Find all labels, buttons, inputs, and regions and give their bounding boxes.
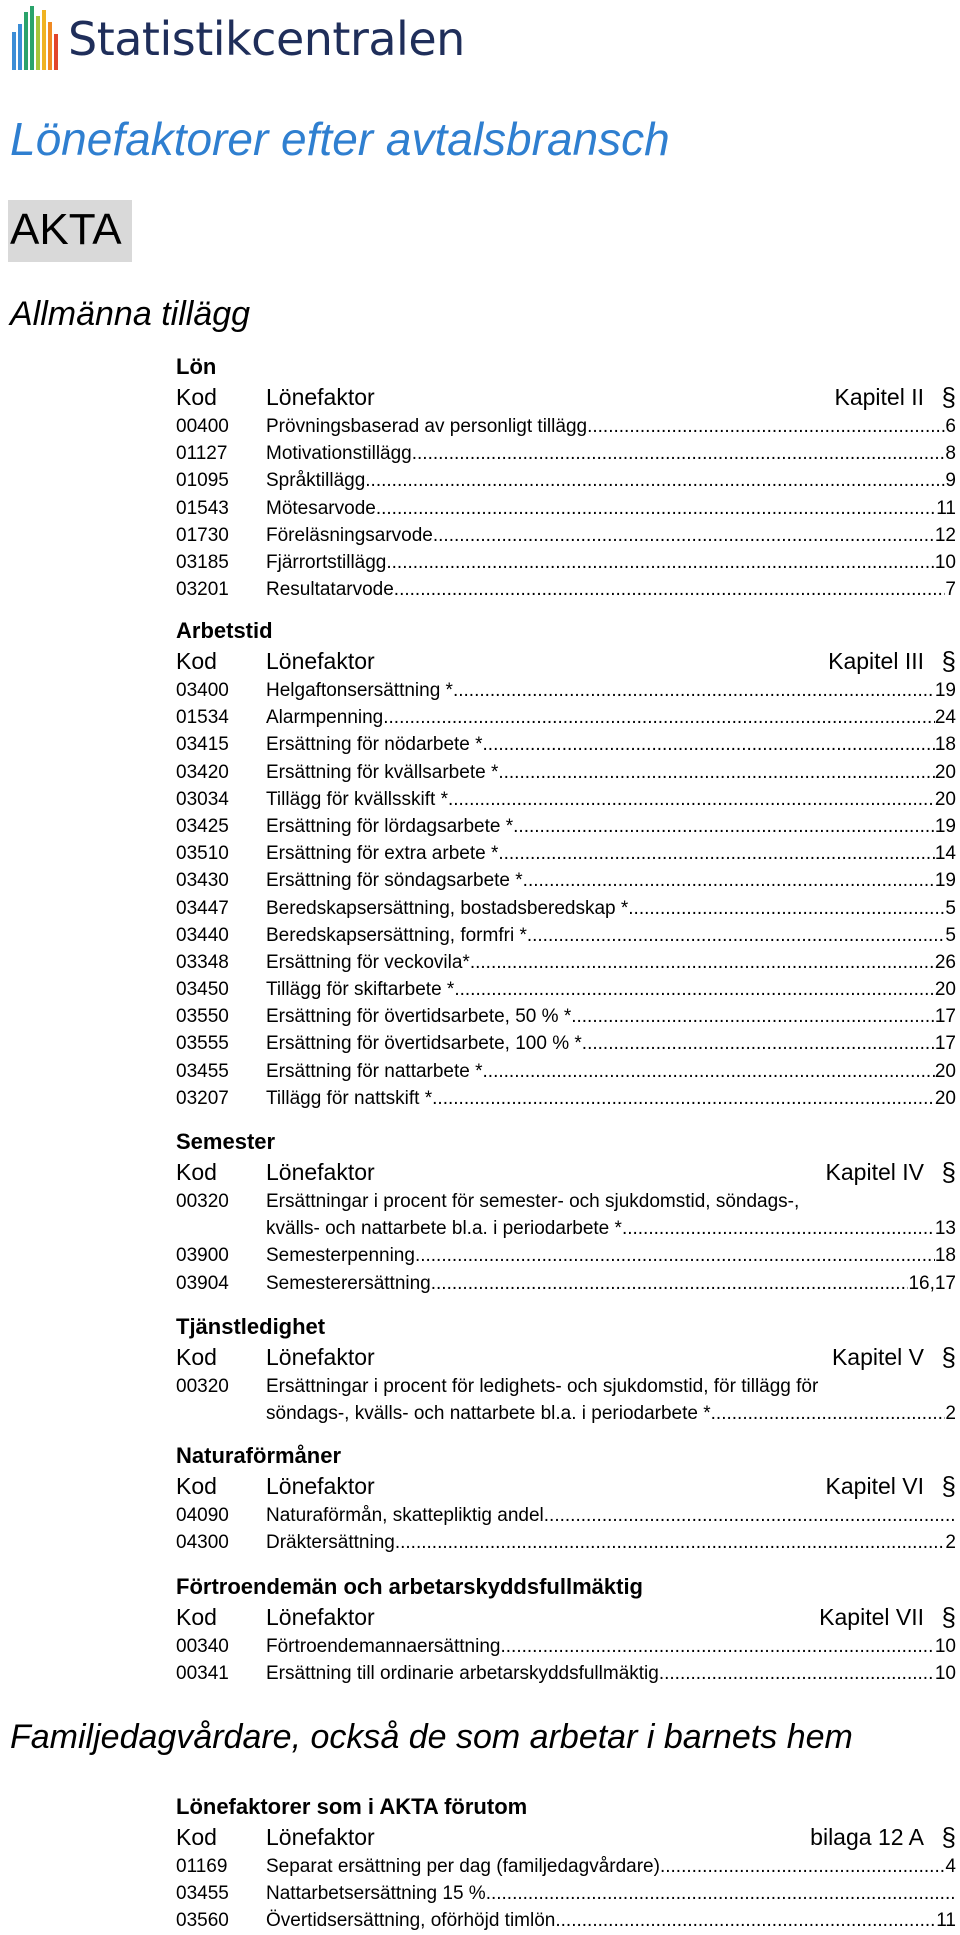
statistics-logo-icon <box>10 2 62 76</box>
row-code: 01127 <box>176 443 228 465</box>
dot-leader <box>628 895 945 922</box>
agreement-name: AKTA <box>10 205 122 254</box>
row-page: 26 <box>934 951 956 973</box>
row-code: 01730 <box>176 524 229 546</box>
dot-leader <box>433 522 935 549</box>
row-page: 24 <box>934 707 956 729</box>
table-row <box>176 495 956 522</box>
row-label: Dräktersättning <box>266 1532 395 1554</box>
table-row <box>176 1633 956 1660</box>
section-familjedagvard <box>176 1792 956 1935</box>
dot-leader <box>448 786 935 813</box>
brand-name: Statistikcentralen <box>68 12 465 66</box>
table-row <box>176 731 956 758</box>
section-title: Semester <box>176 1129 276 1154</box>
row-page: 12 <box>934 524 956 546</box>
section-semester <box>176 1127 956 1297</box>
row-page: 16,17 <box>908 1272 956 1294</box>
table-row <box>176 867 956 894</box>
table-row <box>176 786 956 813</box>
header-code: Kod <box>176 1824 217 1850</box>
row-page: 20 <box>934 979 956 1001</box>
row-label: Ersättning för lördagsarbete * <box>266 815 514 837</box>
row-label: Tillägg för kvällsskift * <box>266 788 448 810</box>
row-page: 6 <box>945 416 956 437</box>
dot-leader <box>523 867 935 894</box>
header-paragraph-symbol: § <box>941 1157 956 1187</box>
row-label: Mötesarvode <box>266 497 376 519</box>
header-lonefaktor: Lönefaktor <box>266 1159 375 1185</box>
table-row <box>176 840 956 867</box>
table-row <box>176 1853 956 1880</box>
row-label: Ersättning för övertidsarbete, 100 % * <box>266 1033 582 1055</box>
row-code: 03420 <box>176 761 229 783</box>
section-title: Lönefaktorer som i AKTA förutom <box>176 1794 528 1819</box>
table-row <box>176 1907 956 1934</box>
header-code: Kod <box>176 1159 217 1185</box>
header-code: Kod <box>176 384 217 410</box>
section-naturaformaner <box>176 1441 956 1556</box>
row-page: 11 <box>936 1910 956 1932</box>
dot-leader <box>483 1058 935 1085</box>
row-label-line1: Ersättningar i procent för semester- och sjukdomstid, söndags-, <box>266 1191 800 1212</box>
row-label: kvälls- och nattarbete bl.a. i periodarbete * <box>266 1218 622 1240</box>
row-code: 04090 <box>176 1505 229 1526</box>
row-code: 00320 <box>176 1191 229 1212</box>
row-page: 14 <box>934 843 956 865</box>
row-page: 19 <box>934 680 956 701</box>
table-row <box>176 522 956 549</box>
row-code: 03555 <box>176 1033 229 1055</box>
row-page: 2 <box>945 1403 956 1425</box>
row-label: Tillägg för skiftarbete * <box>266 979 455 1001</box>
header-paragraph-symbol: § <box>941 646 956 676</box>
row-label: Ersättning för extra arbete * <box>266 843 499 865</box>
dot-leader <box>498 840 935 867</box>
dot-leader <box>527 922 946 949</box>
header-lonefaktor: Lönefaktor <box>266 384 375 410</box>
section-tjanstledighet <box>176 1312 956 1427</box>
row-code: 00320 <box>176 1376 229 1397</box>
row-code: 03348 <box>176 951 229 973</box>
row-label: Motivationstillägg <box>266 443 412 465</box>
row-label: Ersättning för nödarbete * <box>266 734 483 756</box>
row-code: 03455 <box>176 1883 229 1905</box>
table-header <box>176 1157 956 1188</box>
row-code: 01169 <box>176 1856 228 1877</box>
header-chapter: Kapitel IV <box>825 1159 924 1185</box>
table-row <box>176 922 956 949</box>
row-page: 9 <box>945 470 956 492</box>
dot-leader <box>453 677 935 704</box>
row-code: 00400 <box>176 416 229 437</box>
row-page: 17 <box>934 1006 956 1028</box>
row-code: 03550 <box>176 1006 229 1028</box>
dot-leader <box>513 813 935 840</box>
row-page: 5 <box>945 897 956 919</box>
row-code: 03425 <box>176 815 229 837</box>
dot-leader <box>500 1633 934 1660</box>
row-label: Ersättning för kvällsarbete * <box>266 761 499 783</box>
section-title: Tjänstledighet <box>176 1314 326 1339</box>
header-lonefaktor: Lönefaktor <box>266 1344 375 1370</box>
row-page: 20 <box>934 1087 956 1109</box>
row-page: 10 <box>934 1663 956 1685</box>
table-header <box>176 382 956 413</box>
table-row <box>176 1003 956 1030</box>
header-lonefaktor: Lönefaktor <box>266 1604 375 1630</box>
row-label: Ersättning till ordinarie arbetarskyddsfullmäktig <box>266 1663 659 1685</box>
dot-leader <box>582 1030 935 1057</box>
section-fortroendeman <box>176 1572 956 1687</box>
header-chapter: Kapitel VII <box>819 1604 924 1630</box>
table-header <box>176 1822 956 1853</box>
dot-leader <box>415 1242 935 1269</box>
header-lonefaktor: Lönefaktor <box>266 648 375 674</box>
table-row <box>176 1880 956 1907</box>
row-page: 8 <box>945 443 956 465</box>
page-title: Lönefaktorer efter avtalsbransch <box>10 113 670 165</box>
table-row <box>176 1058 956 1085</box>
row-code: 01095 <box>176 470 229 492</box>
row-page: 11 <box>936 497 956 519</box>
dot-leader <box>622 1215 935 1242</box>
row-code: 03185 <box>176 551 229 573</box>
row-page: 10 <box>934 1636 956 1657</box>
table-row <box>176 467 956 494</box>
row-code: 03560 <box>176 1910 229 1932</box>
row-label: Alarmpenning <box>266 707 384 729</box>
header-paragraph-symbol: § <box>941 1602 956 1632</box>
row-label: Övertidsersättning, oförhöjd timlön <box>266 1910 556 1932</box>
table-row <box>176 1030 956 1057</box>
row-label: Naturaförmån, skattepliktig andel <box>266 1505 544 1526</box>
header-code: Kod <box>176 1473 217 1499</box>
row-label: Beredskapsersättning, bostadsberedskap * <box>266 897 629 919</box>
row-code: 03900 <box>176 1245 229 1267</box>
row-code: 03904 <box>176 1272 229 1294</box>
row-page: 20 <box>934 761 956 783</box>
table-row <box>176 549 956 576</box>
row-page: 20 <box>934 1060 956 1082</box>
dot-leader <box>470 949 935 976</box>
dot-leader <box>659 1660 935 1687</box>
row-label: Förtroendemannaersättning <box>266 1636 501 1657</box>
group-title-general: Allmänna tillägg <box>10 295 251 333</box>
row-code: 03447 <box>176 897 229 919</box>
row-page: 10 <box>934 551 956 573</box>
table-row <box>176 1242 956 1269</box>
row-code: 00341 <box>176 1663 229 1685</box>
table-row <box>176 677 956 704</box>
dot-leader <box>555 1907 936 1934</box>
dot-leader <box>394 576 946 603</box>
header-chapter: Kapitel V <box>831 1344 924 1370</box>
table-row <box>176 1502 956 1529</box>
table-header <box>176 1602 956 1633</box>
table-header <box>176 1471 956 1502</box>
table-row <box>176 1660 956 1687</box>
table-row <box>176 1270 956 1297</box>
table-row <box>176 1373 956 1427</box>
row-page: 18 <box>934 1245 956 1267</box>
dot-leader <box>395 1529 946 1556</box>
row-page: 18 <box>934 734 956 756</box>
row-page: 2 <box>945 1532 956 1554</box>
dot-leader <box>454 976 935 1003</box>
dot-leader <box>412 440 946 467</box>
row-label: Helgaftonsersättning * <box>266 680 453 701</box>
section-title: Arbetstid <box>176 618 273 643</box>
row-code: 01534 <box>176 707 229 729</box>
table-row <box>176 895 956 922</box>
dot-leader <box>587 413 945 440</box>
row-code: 00340 <box>176 1636 229 1657</box>
table-header <box>176 1342 956 1373</box>
dot-leader <box>486 1880 956 1907</box>
row-page: 20 <box>934 788 956 810</box>
row-page: 5 <box>945 924 956 946</box>
dot-leader <box>544 1502 956 1529</box>
row-code: 03201 <box>176 579 229 601</box>
row-code: 03430 <box>176 870 229 892</box>
row-label: söndags-, kvälls- och nattarbete bl.a. i periodarbete * <box>266 1403 711 1425</box>
dot-leader <box>431 1270 909 1297</box>
dot-leader <box>498 759 935 786</box>
row-label: Ersättning för nattarbete * <box>266 1060 483 1082</box>
header-chapter: Kapitel III <box>828 648 924 674</box>
row-code: 03400 <box>176 680 229 701</box>
row-label: Nattarbetsersättning 15 % <box>266 1883 486 1905</box>
header-lonefaktor: Lönefaktor <box>266 1473 375 1499</box>
row-page: 4 <box>945 1856 956 1877</box>
row-label: Fjärrortstillägg <box>266 551 387 573</box>
row-label: Språktillägg <box>266 470 366 492</box>
dot-leader <box>483 731 935 758</box>
row-label: Föreläsningsarvode <box>266 524 433 546</box>
table-row <box>176 1529 956 1556</box>
dot-leader <box>571 1003 935 1030</box>
row-label: Semesterersättning <box>266 1272 431 1294</box>
brand-logo <box>10 0 465 78</box>
table-row <box>176 976 956 1003</box>
row-code: 01543 <box>176 497 229 519</box>
row-label: Prövningsbaserad av personligt tillägg <box>266 416 588 437</box>
row-label: Separat ersättning per dag (familjedagvårdare) <box>266 1856 660 1877</box>
header-code: Kod <box>176 1344 217 1370</box>
row-page: 19 <box>934 870 956 892</box>
row-label: Tillägg för nattskift * <box>266 1087 433 1109</box>
row-page: 17 <box>934 1033 956 1055</box>
row-code: 03455 <box>176 1060 229 1082</box>
dot-leader <box>432 1085 935 1112</box>
row-code: 03440 <box>176 924 229 946</box>
header-chapter: Kapitel VI <box>825 1473 924 1499</box>
group-title-family-daycare: Familjedagvårdare, också de som arbetar i barnets hem <box>10 1718 853 1756</box>
table-row <box>176 813 956 840</box>
table-row <box>176 413 956 440</box>
row-label: Ersättning för söndagsarbete * <box>266 870 523 892</box>
table-header <box>176 646 956 677</box>
row-label: Semesterpenning <box>266 1245 415 1267</box>
table-row <box>176 1085 956 1112</box>
header-paragraph-symbol: § <box>941 1342 956 1372</box>
table-row <box>176 759 956 786</box>
header-lonefaktor: Lönefaktor <box>266 1824 375 1850</box>
section-title: Förtroendemän och arbetarskyddsfullmäktig <box>176 1574 643 1599</box>
dot-leader <box>386 549 934 576</box>
row-code: 03450 <box>176 979 229 1001</box>
section-title: Lön <box>176 354 217 379</box>
row-code: 03510 <box>176 843 229 865</box>
table-row <box>176 440 956 467</box>
table-row <box>176 576 956 603</box>
table-row <box>176 949 956 976</box>
dot-leader <box>711 1400 946 1427</box>
row-code: 03415 <box>176 734 229 756</box>
header-paragraph-symbol: § <box>941 382 956 412</box>
table-row <box>176 1188 956 1242</box>
row-label: Ersättning för övertidsarbete, 50 % * <box>266 1006 572 1028</box>
row-code: 03034 <box>176 788 229 810</box>
header-chapter: Kapitel II <box>834 384 924 410</box>
row-page: 13 <box>934 1218 956 1240</box>
header-code: Kod <box>176 1604 217 1630</box>
row-page: 7 <box>945 579 956 601</box>
row-code: 03207 <box>176 1087 229 1109</box>
row-label-line1: Ersättningar i procent för ledighets- och sjukdomstid, för tillägg för <box>266 1376 819 1397</box>
table-row <box>176 704 956 731</box>
dot-leader <box>660 1853 945 1880</box>
section-title: Naturaförmåner <box>176 1443 342 1468</box>
header-code: Kod <box>176 648 217 674</box>
section-lon <box>176 352 956 603</box>
row-label: Beredskapsersättning, formfri * <box>266 924 527 946</box>
row-label: Ersättning för veckovila* <box>266 951 470 973</box>
header-paragraph-symbol: § <box>941 1822 956 1852</box>
section-arbetstid <box>176 616 956 1112</box>
header-paragraph-symbol: § <box>941 1471 956 1501</box>
row-label: Resultatarvode <box>266 579 394 601</box>
dot-leader <box>376 495 936 522</box>
header-chapter: bilaga 12 A <box>810 1824 924 1850</box>
row-page: 19 <box>934 815 956 837</box>
dot-leader <box>383 704 935 731</box>
row-code: 04300 <box>176 1532 229 1554</box>
dot-leader <box>365 467 945 494</box>
